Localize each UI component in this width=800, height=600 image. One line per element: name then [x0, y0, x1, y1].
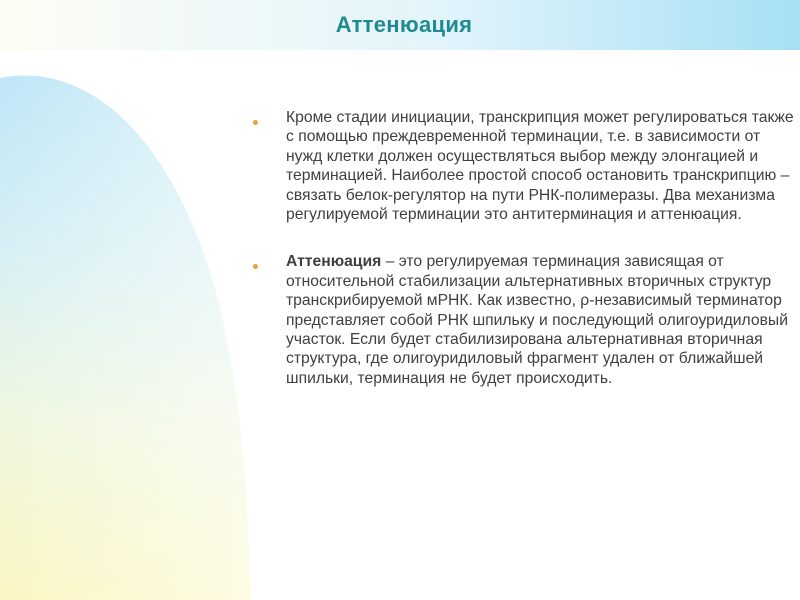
bullet-dot-icon [253, 264, 258, 269]
slide-title: Аттенюация [335, 12, 473, 37]
bullet-item [253, 252, 798, 388]
bullet-dot-icon [253, 120, 258, 125]
bullet-item [253, 108, 798, 224]
bullet-text: Кроме стадии инициации, транскрипция может регулироваться также с помощью преждевременной терминации, т.е. в зависимости от нужд клетки должен осуществляться выбор между элонгацией и терминацией. Наиболее простой способ остановить транскрипцию – связать белок-регулятор на пути РНК-полимеразы. Два механизма регулируемой терминации это антитерминация и аттенюация. [286, 109, 794, 224]
bullet-text [286, 252, 798, 388]
bullet-term: Аттенюация [286, 253, 382, 271]
slide-content [253, 108, 798, 416]
bullet-definition: – это регулируемая терминация зависящая от относительной стабилизации альтернативных вторичных структур транскрибируемой мРНК. Как известно, ρ-независимый терминатор представляет собой РНК шпильку и последующий олигоуридиловый участок. Если будет стабилизирована альтернативная вторичная структура, где олигоуридиловый фрагмент удален от ближайшей шпильки, терминация не будет происходить. [286, 253, 788, 387]
